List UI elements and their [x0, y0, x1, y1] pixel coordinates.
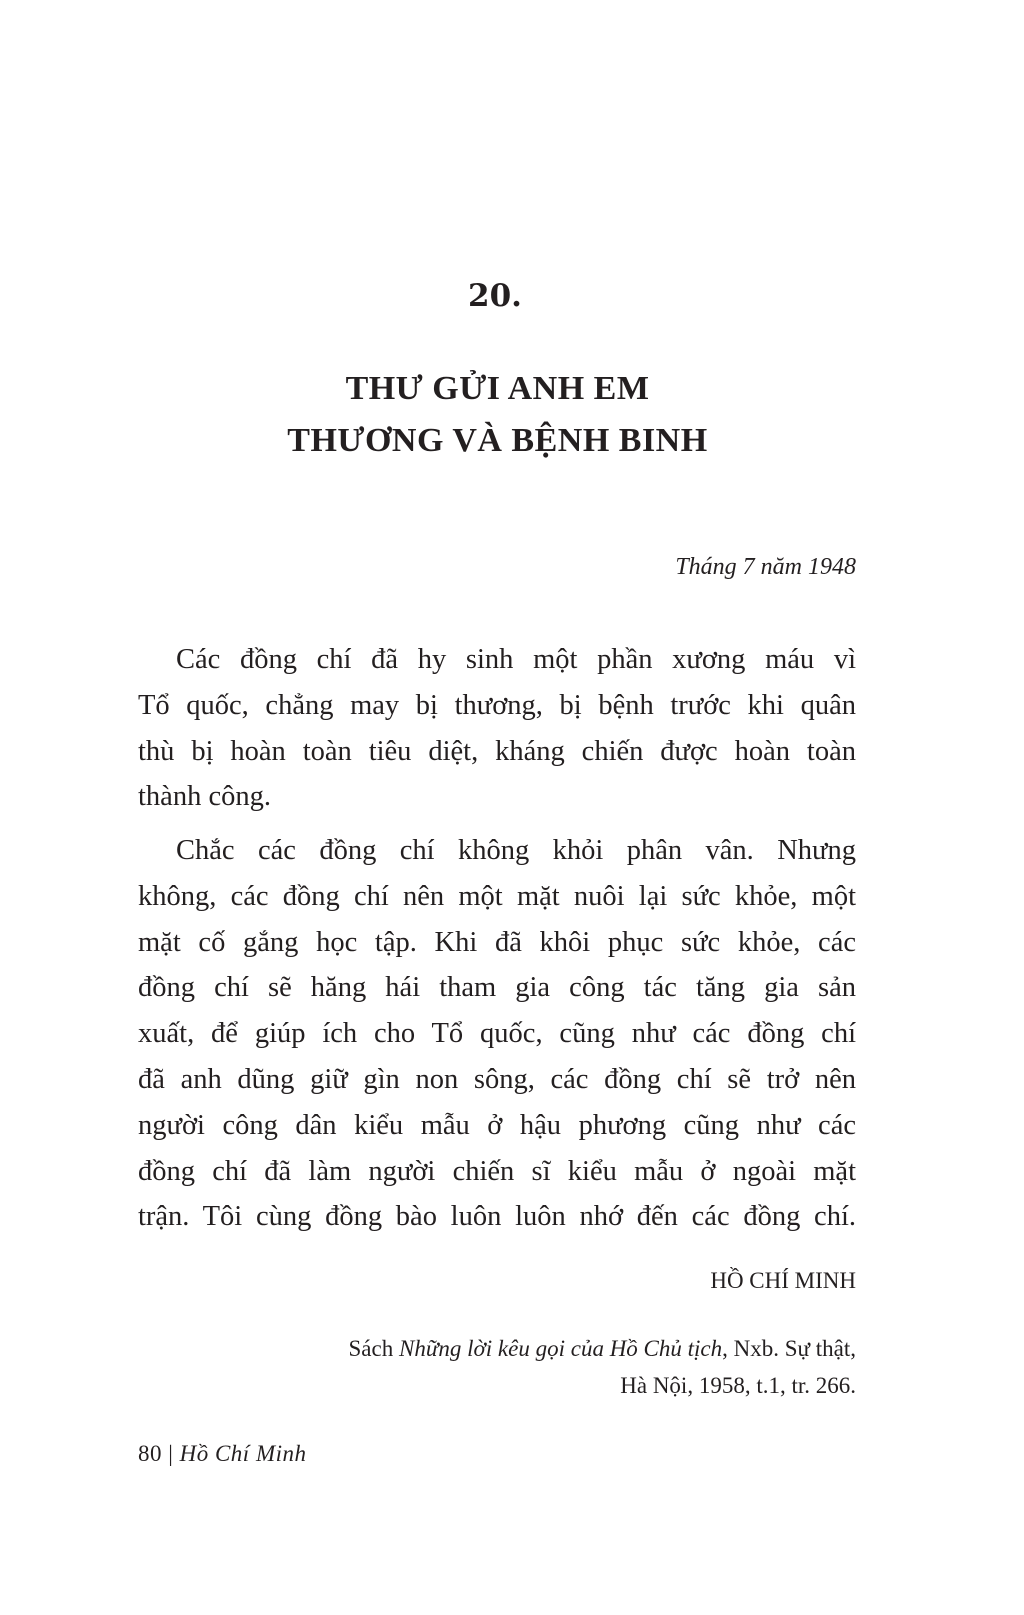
text-line: Chắc các đồng chí không khỏi phân vân. Nhưng	[176, 835, 856, 866]
letter-date: Tháng 7 năm 1948	[675, 554, 856, 580]
source-suffix: , Nxb. Sự thật,	[722, 1336, 856, 1361]
text-line: Các đồng chí đã hy sinh một phần xương máu vì	[176, 644, 856, 675]
source-citation-line-1	[349, 1336, 856, 1362]
paragraph-1	[138, 637, 856, 820]
chapter-title-line-2: THƯƠNG VÀ BỆNH BINH	[287, 422, 708, 459]
signature: HỒ CHÍ MINH	[710, 1268, 856, 1293]
chapter-title-line-1: THƯ GỬI ANH EM	[345, 370, 650, 407]
chapter-number: 20.	[468, 278, 522, 314]
source-prefix: Sách	[348, 1336, 399, 1361]
text-line: đồng chí đã làm người chiến sĩ kiểu mẫu ở ngoài mặt	[138, 1155, 856, 1187]
text-line: thành công.	[138, 781, 271, 813]
text-line: Tổ quốc, chẳng may bị thương, bị bệnh trước khi quân	[138, 689, 856, 721]
text-line: không, các đồng chí nên một mặt nuôi lại sức khỏe, một	[138, 880, 856, 912]
text-line: mặt cố gắng học tập. Khi đã khôi phục sức khỏe, các	[138, 926, 856, 958]
text-line: thù bị hoàn toàn tiêu diệt, kháng chiến được hoàn toàn	[138, 735, 856, 767]
text-line: đã anh dũng giữ gìn non sông, các đồng chí sẽ trở nên	[138, 1063, 856, 1095]
text-line: đồng chí sẽ hăng hái tham gia công tác tăng gia sản	[138, 972, 856, 1004]
source-citation-line-2: Hà Nội, 1958, t.1, tr. 266.	[620, 1373, 856, 1398]
page-number: 80	[138, 1441, 162, 1466]
book-name: Hồ Chí Minh	[179, 1441, 307, 1466]
text-line: trận. Tôi cùng đồng bào luôn luôn nhớ đến các đồng chí.	[138, 1201, 856, 1233]
page-footer	[138, 1441, 307, 1467]
footer-separator: |	[162, 1441, 180, 1466]
paragraph-2	[138, 828, 856, 1240]
source-title: Những lời kêu gọi của Hồ Chủ tịch	[398, 1336, 723, 1361]
text-line: xuất, để giúp ích cho Tổ quốc, cũng như các đồng chí	[138, 1018, 856, 1050]
text-line: người công dân kiểu mẫu ở hậu phương cũng như các	[138, 1109, 856, 1141]
